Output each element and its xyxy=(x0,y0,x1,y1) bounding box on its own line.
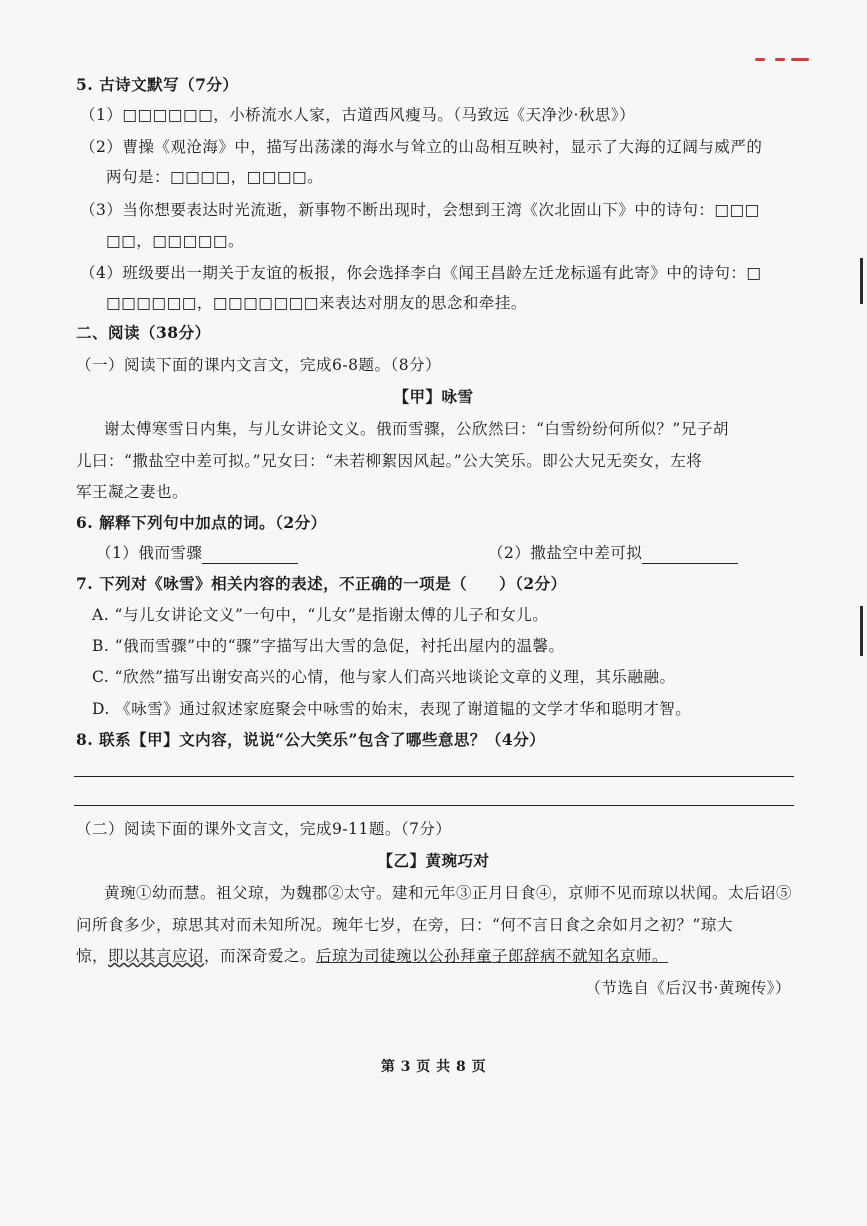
part-2-intro: （二）阅读下面的课外文言文，完成9-11题。（7分） xyxy=(76,820,452,838)
q6-item-2-label: （2）撒盐空中差可拟 xyxy=(488,544,643,562)
q6-item-2 xyxy=(488,542,738,564)
q7-option-c[interactable]: C. “欣然”描写出谢安高兴的心情，他与家人们高兴地谈论文章的义理，其乐融融。 xyxy=(92,668,676,686)
q6-item-1-label: （1）俄而雪骤 xyxy=(96,544,203,562)
q8-title: 8. 联系【甲】文内容，说说“公大笑乐”包含了哪些意思？（4分） xyxy=(76,730,546,749)
red-corner-mark xyxy=(755,58,809,62)
passage-jia-title: 【甲】咏雪 xyxy=(393,387,474,406)
passage-yi-text: 惊， xyxy=(76,947,109,965)
passage-jia-line-1: 谢太傅寒雪日内集，与儿女讲论文义。俄而雪骤，公欣然曰：“白雪纷纷何所似？”兄子胡 xyxy=(104,420,729,438)
q5-item-4-line-1: （4）班级要出一期关于友谊的板报，你会选择李白《闻王昌龄左迁龙标遥有此寄》中的诗句：□ xyxy=(80,264,762,282)
q8-answer-line[interactable] xyxy=(74,805,794,806)
q7-title: 7. 下列对《咏雪》相关内容的表述，不正确的一项是（ ）（2分） xyxy=(76,574,567,593)
underlined-sentence: 后琼为司徒琬以公孙拜童子郎辞病不就知名京师。 xyxy=(316,947,669,965)
passage-yi-line-1: 黄琬①幼而慧。祖父琼，为魏郡②太守。建和元年③正月日食④，京师不见而琼以状闻。太后诏⑤ xyxy=(104,884,793,902)
q7-option-b[interactable]: B. “俄而雪骤”中的“骤”字描写出大雪的急促，衬托出屋内的温馨。 xyxy=(92,637,565,655)
binding-edge-mark xyxy=(860,258,863,304)
passage-yi-line-2: 问所食多少，琼思其对而未知所况。琬年七岁，在旁，曰：“何不言日食之余如月之初？”琼大 xyxy=(76,916,733,934)
q5-item-3-line-1: （3）当你想要表达时光流逝，新事物不断出现时，会想到王湾《次北固山下》中的诗句：□□□ xyxy=(80,201,760,219)
q5-item-4-line-2: □□□□□□，□□□□□□□来表达对朋友的思念和牵挂。 xyxy=(106,294,527,312)
part-1-intro: （一）阅读下面的课内文言文，完成6-8题。（8分） xyxy=(76,356,442,374)
q8-answer-line[interactable] xyxy=(74,776,794,777)
q6-answer-1-blank[interactable] xyxy=(202,545,298,564)
passage-yi-text: ，而深奇爱之。 xyxy=(204,947,317,965)
passage-yi-source: （节选自《后汉书·黄琬传》） xyxy=(585,979,791,997)
q6-answer-2-blank[interactable] xyxy=(642,545,738,564)
q6-item-1 xyxy=(96,542,298,564)
q5-item-2-line-2: 两句是：□□□□，□□□□。 xyxy=(106,168,324,186)
q5-item-3-line-2: □□，□□□□□。 xyxy=(106,232,245,250)
section-2-title: 二、阅读（38分） xyxy=(76,323,211,342)
page-number: 第 3 页 共 8 页 xyxy=(380,1059,487,1075)
passage-yi-title: 【乙】黄琬巧对 xyxy=(377,851,490,870)
q6-title: 6. 解释下列句中加点的词。（2分） xyxy=(76,513,327,532)
q5-item-2-line-1: （2）曹操《观沧海》中，描写出荡漾的海水与耸立的山岛相互映衬，显示了大海的辽阔与威严的 xyxy=(80,138,763,156)
binding-edge-mark xyxy=(860,606,863,656)
q5-title: 5. 古诗文默写（7分） xyxy=(76,75,239,94)
passage-jia-line-2: 儿曰：“撒盐空中差可拟。”兄女曰：“未若柳絮因风起。”公大笑乐。即公大兄无奕女，左将 xyxy=(76,452,703,470)
q5-item-1: （1）□□□□□□，小桥流水人家，古道西风瘦马。（马致远《天净沙·秋思》） xyxy=(80,106,636,124)
q7-option-d[interactable]: D. 《咏雪》通过叙述家庭聚会中咏雪的始末，表现了谢道韫的文学才华和聪明才智。 xyxy=(92,700,692,718)
wavy-underlined-sentence: 即以其言应诏 xyxy=(108,947,205,965)
q7-option-a[interactable]: A. “与儿女讲论文义”一句中，“儿女”是指谢太傅的儿子和女儿。 xyxy=(92,606,549,624)
passage-yi-line-3 xyxy=(76,945,668,967)
passage-jia-line-3: 军王凝之妻也。 xyxy=(76,483,189,501)
